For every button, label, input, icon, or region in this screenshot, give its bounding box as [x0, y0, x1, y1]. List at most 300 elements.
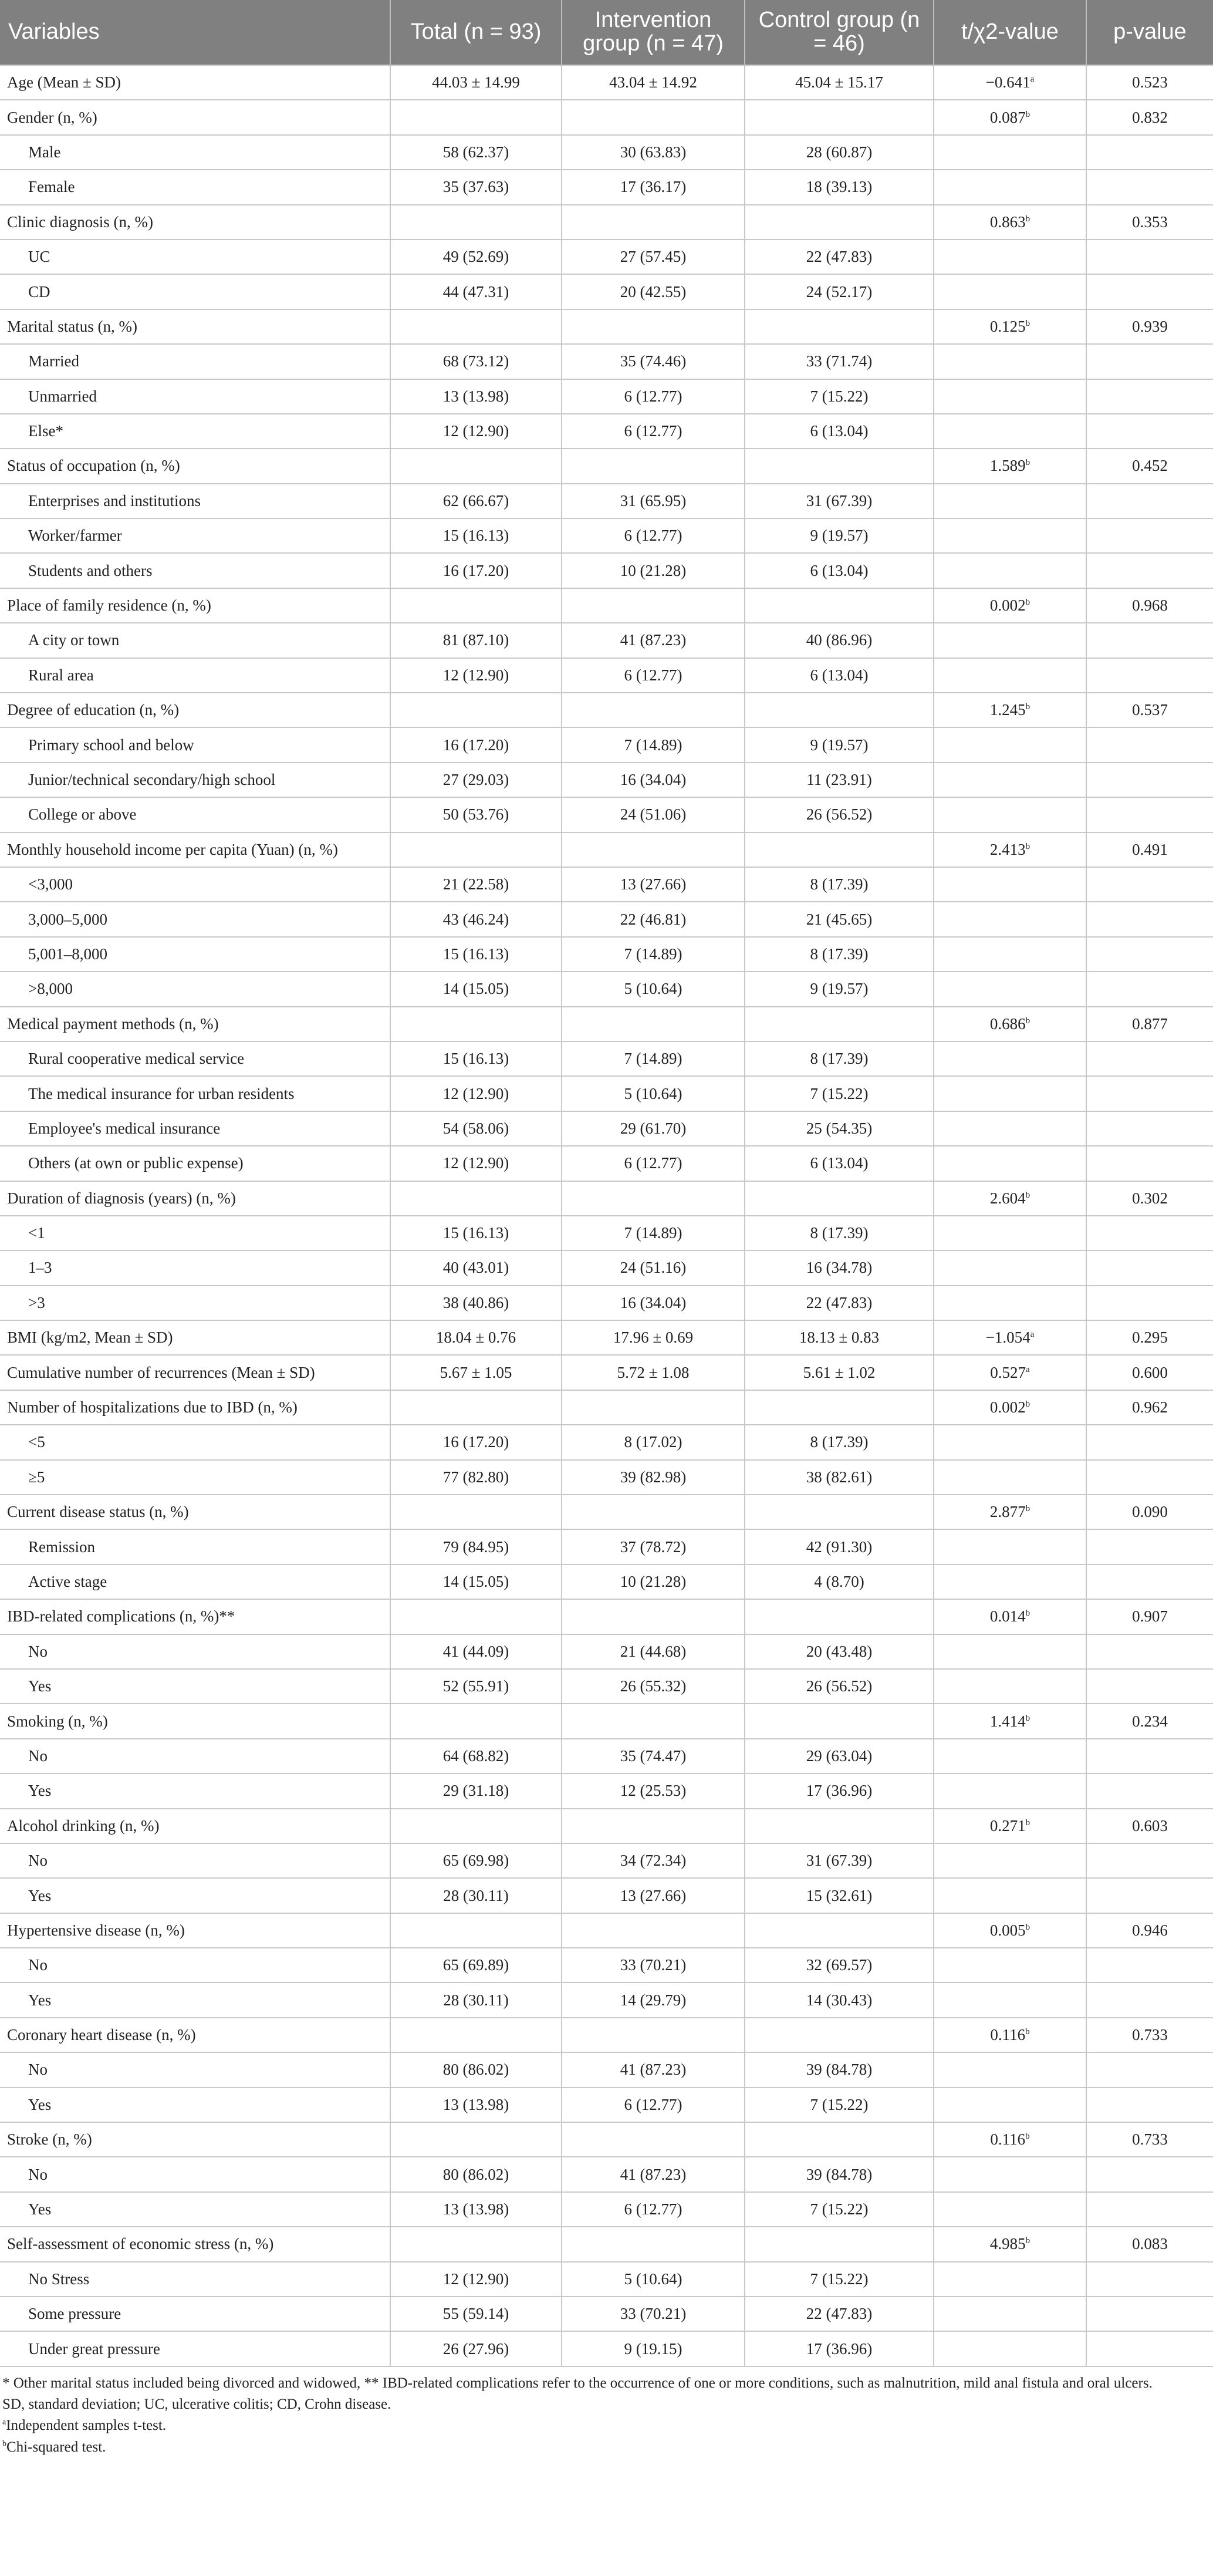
cell-control [745, 414, 934, 449]
cell-control [745, 344, 934, 379]
cell-test-value [934, 1495, 1086, 1529]
cell-p-value [1086, 414, 1213, 449]
cell-variable-text: Hypertensive disease (n, %) [7, 1921, 185, 1939]
cell-test-value [934, 518, 1086, 553]
cell-control [745, 484, 934, 518]
cell-p-value [1086, 2122, 1213, 2157]
cell-control [745, 1216, 934, 1250]
cell-intervention [562, 1948, 745, 1982]
cell-intervention [562, 205, 745, 240]
cell-intervention-text: 6 (12.77) [624, 387, 682, 405]
cell-p-value [1086, 1320, 1213, 1355]
cell-control [745, 2122, 934, 2157]
cell-variable-text: No [28, 2165, 48, 2183]
cell-total [390, 763, 562, 797]
cell-control [745, 553, 934, 588]
table-subrow [0, 972, 1213, 1006]
cell-intervention [562, 1739, 745, 1773]
cell-total-text: 44.03 ± 14.99 [432, 73, 520, 92]
cell-test-value [934, 2052, 1086, 2087]
cell-p-value [1086, 1286, 1213, 1320]
cell-test-value [934, 1599, 1086, 1634]
cell-total [390, 1634, 562, 1669]
cell-control [745, 1634, 934, 1669]
cell-total-text: 21 (22.58) [442, 875, 509, 893]
cell-p-value [1086, 553, 1213, 588]
cell-variable-text: Active stage [28, 1572, 107, 1590]
header-intervention: Intervention group (n = 47) [562, 0, 745, 65]
cell-control [745, 1146, 934, 1181]
cell-control-text: 38 (82.61) [806, 1468, 873, 1486]
table-row [0, 1355, 1213, 1390]
table-row [0, 1913, 1213, 1948]
cell-p-value [1086, 1599, 1213, 1634]
cell-total-text: 15 (16.13) [442, 527, 509, 545]
cell-variable-text: Gender (n, %) [7, 108, 97, 126]
cell-variable [0, 1041, 390, 1076]
cell-intervention [562, 2157, 745, 2191]
cell-control [745, 518, 934, 553]
footnote-2: SD, standard deviation; UC, ulcerative colitis; CD, Crohn disease. [2, 2396, 391, 2413]
cell-test-value [934, 1739, 1086, 1773]
cell-total-text: 77 (82.80) [442, 1468, 509, 1486]
cell-variable-text: Medical payment methods (n, %) [7, 1014, 219, 1033]
cell-control [745, 2192, 934, 2227]
cell-control [745, 1495, 934, 1529]
cell-test-value [934, 1669, 1086, 1704]
cell-p-value-text: 0.962 [1132, 1398, 1168, 1417]
cell-control [745, 2227, 934, 2261]
cell-variable-text: Employee's medical insurance [28, 1119, 221, 1137]
cell-total [390, 1704, 562, 1738]
cell-variable [0, 1982, 390, 2017]
table-subrow [0, 1076, 1213, 1111]
cell-control [745, 1425, 934, 1459]
table-subrow [0, 135, 1213, 170]
cell-control [745, 763, 934, 797]
cell-total-text: 41 (44.09) [442, 1642, 509, 1660]
cell-intervention [562, 1669, 745, 1704]
cell-variable-text: Yes [28, 1677, 52, 1695]
cell-intervention-text: 16 (34.04) [620, 1293, 687, 1311]
cell-variable [0, 1948, 390, 1982]
cell-variable [0, 1111, 390, 1146]
cell-p-value [1086, 100, 1213, 134]
cell-test-value [934, 65, 1086, 100]
cell-total [390, 65, 562, 100]
cell-total-text: 28 (30.11) [443, 1886, 509, 1904]
cell-control-text: 29 (63.04) [806, 1746, 873, 1765]
cell-test-value-text: 1.589 [989, 457, 1026, 475]
cell-intervention-text: 7 (14.89) [624, 1224, 682, 1242]
cell-control [745, 1599, 934, 1634]
cell-control [745, 1076, 934, 1111]
table-footnotes [0, 2367, 1213, 2458]
cell-total [390, 902, 562, 936]
cell-test-value [934, 797, 1086, 832]
cell-p-value [1086, 797, 1213, 832]
cell-intervention [562, 623, 745, 658]
cell-total [390, 553, 562, 588]
cell-total-text: 12 (12.90) [442, 1154, 509, 1172]
cell-intervention-text: 6 (12.77) [624, 1154, 682, 1172]
cell-variable-text: 3,000–5,000 [28, 910, 107, 928]
cell-intervention [562, 449, 745, 483]
cell-p-value [1086, 1565, 1213, 1599]
cell-intervention [562, 1076, 745, 1111]
cell-variable [0, 763, 390, 797]
header-test-value: t/χ2-value [934, 0, 1086, 65]
cell-intervention [562, 100, 745, 134]
cell-control [745, 240, 934, 274]
cell-intervention-text: 12 (25.53) [620, 1782, 687, 1800]
cell-p-value-text: 0.939 [1132, 317, 1168, 335]
table-row [0, 1390, 1213, 1425]
cell-total [390, 449, 562, 483]
cell-test-value-text: 0.686 [989, 1014, 1026, 1033]
cell-control [745, 100, 934, 134]
cell-variable-text: Junior/technical secondary/high school [28, 771, 276, 788]
cell-total [390, 2088, 562, 2122]
cell-control [745, 1704, 934, 1738]
cell-test-value [934, 2157, 1086, 2191]
cell-control [745, 1809, 934, 1843]
cell-test-value [934, 240, 1086, 274]
cell-test-value-text: 1.414 [989, 1712, 1026, 1730]
table-subrow [0, 1669, 1213, 1704]
cell-p-value [1086, 588, 1213, 623]
footnote-4-marker: b [2, 2439, 6, 2449]
cell-variable-text: 5,001–8,000 [28, 945, 107, 963]
table-row [0, 588, 1213, 623]
table-header [0, 0, 1213, 65]
cell-variable-text: Rural cooperative medical service [28, 1050, 245, 1068]
cell-test-value-text: 2.604 [989, 1189, 1026, 1207]
cell-p-value [1086, 2088, 1213, 2122]
cell-total [390, 1669, 562, 1704]
cell-variable [0, 1843, 390, 1878]
cell-control [745, 1669, 934, 1704]
cell-p-value [1086, 1982, 1213, 2017]
cell-p-value [1086, 2297, 1213, 2331]
cell-total [390, 1007, 562, 1041]
table-subrow [0, 379, 1213, 414]
cell-variable [0, 2018, 390, 2052]
cell-variable-text: Cumulative number of recurrences (Mean ± SD) [7, 1363, 315, 1381]
cell-variable-text: IBD-related complications (n, %)** [7, 1607, 235, 1626]
table-row [0, 309, 1213, 344]
cell-total-text: 52 (55.91) [442, 1677, 509, 1695]
cell-test-value-text: 1.245 [989, 701, 1026, 719]
cell-test-value [934, 1948, 1086, 1982]
cell-p-value [1086, 2018, 1213, 2052]
cell-control [745, 274, 934, 309]
table-row [0, 1495, 1213, 1529]
cell-total-text: 65 (69.98) [442, 1852, 509, 1870]
cell-variable [0, 135, 390, 170]
cell-total [390, 379, 562, 414]
cell-total-text: 43 (46.24) [442, 910, 509, 928]
cell-intervention [562, 1460, 745, 1495]
cell-variable [0, 414, 390, 449]
cell-variable [0, 379, 390, 414]
cell-variable [0, 205, 390, 240]
cell-test-value [934, 1425, 1086, 1459]
cell-test-value [934, 623, 1086, 658]
cell-intervention [562, 2192, 745, 2227]
cell-intervention-text: 29 (61.70) [620, 1119, 687, 1137]
cell-p-value [1086, 1878, 1213, 1913]
cell-total [390, 1565, 562, 1599]
cell-variable [0, 832, 390, 867]
cell-variable-text: Primary school and below [28, 736, 194, 754]
cell-p-value [1086, 1181, 1213, 1216]
cell-intervention [562, 484, 745, 518]
cell-p-value-text: 0.832 [1132, 108, 1168, 126]
cell-variable-text: <3,000 [28, 875, 73, 893]
cell-test-value-text: 0.125 [989, 317, 1026, 335]
cell-test-value [934, 1878, 1086, 1913]
table-subrow [0, 1634, 1213, 1669]
cell-test-value [934, 1913, 1086, 1948]
cell-variable [0, 1320, 390, 1355]
cell-test-value-text: 0.002 [989, 596, 1026, 615]
cell-test-value [934, 2192, 1086, 2227]
cell-total [390, 1181, 562, 1216]
cell-total [390, 1216, 562, 1250]
cell-test-value [934, 309, 1086, 344]
cell-intervention-text: 6 (12.77) [624, 527, 682, 545]
cell-test-value [934, 902, 1086, 936]
cell-test-value-text: 0.116 [990, 2026, 1026, 2044]
cell-total [390, 344, 562, 379]
footnote-4-text: Chi-squared test. [6, 2439, 106, 2455]
cell-p-value [1086, 518, 1213, 553]
cell-p-value [1086, 2227, 1213, 2261]
test-marker: b [1025, 318, 1030, 328]
cell-p-value [1086, 867, 1213, 902]
cell-control-text: 31 (67.39) [806, 1852, 873, 1870]
cell-total-text: 14 (15.05) [442, 980, 509, 998]
cell-variable [0, 693, 390, 727]
table-subrow [0, 518, 1213, 553]
cell-intervention-text: 31 (65.95) [620, 491, 687, 510]
cell-total [390, 623, 562, 658]
cell-total-text: 65 (69.89) [442, 1956, 509, 1974]
cell-test-value-text: 0.863 [989, 213, 1026, 231]
cell-variable [0, 1669, 390, 1704]
cell-control [745, 658, 934, 693]
cell-control [745, 1390, 934, 1425]
cell-total [390, 832, 562, 867]
cell-p-value [1086, 1355, 1213, 1390]
cell-p-value [1086, 1250, 1213, 1285]
cell-variable-text: A city or town [28, 631, 120, 649]
cell-control-text: 33 (71.74) [806, 352, 873, 370]
table-row [0, 1809, 1213, 1843]
cell-control-text: 6 (13.04) [810, 666, 869, 684]
cell-control-text: 26 (56.52) [806, 805, 873, 824]
cell-variable [0, 170, 390, 204]
cell-intervention-text: 26 (55.32) [620, 1677, 687, 1695]
cell-control-text: 6 (13.04) [810, 561, 869, 579]
cell-total [390, 2297, 562, 2331]
cell-p-value [1086, 937, 1213, 972]
cell-total [390, 309, 562, 344]
cell-control-text: 39 (84.78) [806, 2165, 873, 2183]
cell-total [390, 1146, 562, 1181]
cell-intervention [562, 727, 745, 762]
cell-variable [0, 1913, 390, 1948]
cell-intervention-text: 7 (14.89) [624, 945, 682, 963]
cell-variable-text: Yes [28, 1782, 52, 1800]
cell-variable [0, 1704, 390, 1738]
cell-control-text: 11 (23.91) [806, 771, 872, 788]
cell-variable [0, 2122, 390, 2157]
cell-total-text: 5.67 ± 1.05 [440, 1363, 512, 1381]
cell-intervention-text: 24 (51.16) [620, 1259, 687, 1277]
cell-test-value-text: 0.271 [989, 1816, 1026, 1835]
cell-variable [0, 1529, 390, 1564]
cell-total-text: 58 (62.37) [442, 143, 509, 161]
cell-p-value-text: 0.523 [1132, 73, 1168, 92]
cell-test-value [934, 553, 1086, 588]
cell-variable [0, 2088, 390, 2122]
cell-p-value-text: 0.946 [1132, 1921, 1168, 1939]
cell-test-value-text: 0.116 [990, 2130, 1026, 2149]
cell-total [390, 1076, 562, 1111]
cell-p-value [1086, 2052, 1213, 2087]
cell-p-value [1086, 2262, 1213, 2297]
cell-control [745, 170, 934, 204]
cell-total-text: 81 (87.10) [442, 631, 509, 649]
test-marker: b [1025, 1713, 1030, 1723]
cell-p-value [1086, 2157, 1213, 2191]
table-subrow [0, 1982, 1213, 2017]
cell-variable-text: No [28, 2061, 48, 2079]
cell-intervention [562, 2331, 745, 2366]
cell-intervention-text: 35 (74.47) [620, 1746, 687, 1765]
cell-intervention [562, 2052, 745, 2087]
table-subrow [0, 1460, 1213, 1495]
cell-intervention [562, 763, 745, 797]
cell-p-value [1086, 1669, 1213, 1704]
cell-total [390, 1320, 562, 1355]
header-row [0, 0, 1213, 65]
table-row [0, 2122, 1213, 2157]
cell-variable [0, 1634, 390, 1669]
cell-intervention [562, 1599, 745, 1634]
cell-total-text: 12 (12.90) [442, 422, 509, 440]
table-subrow [0, 274, 1213, 309]
cell-total-text: 16 (17.20) [442, 1433, 509, 1451]
cell-total [390, 2192, 562, 2227]
cell-control-text: 21 (45.65) [806, 910, 873, 928]
cell-control-text: 7 (15.22) [810, 1084, 869, 1102]
cell-control-text: 16 (34.78) [806, 1259, 873, 1277]
cell-total-text: 12 (12.90) [442, 2270, 509, 2288]
cell-intervention [562, 972, 745, 1006]
table-subrow [0, 937, 1213, 972]
table-subrow [0, 1425, 1213, 1459]
cell-p-value [1086, 449, 1213, 483]
cell-test-value [934, 1634, 1086, 1669]
cell-variable [0, 484, 390, 518]
cell-control [745, 972, 934, 1006]
cell-variable-text: Self-assessment of economic stress (n, %) [7, 2235, 274, 2253]
table-row [0, 205, 1213, 240]
table-subrow [0, 797, 1213, 832]
cell-intervention [562, 1146, 745, 1181]
cell-test-value [934, 1286, 1086, 1320]
cell-p-value [1086, 309, 1213, 344]
cell-total-text: 79 (84.95) [442, 1537, 509, 1556]
cell-total-text: 12 (12.90) [442, 666, 509, 684]
table-subrow [0, 1843, 1213, 1878]
cell-control [745, 1181, 934, 1216]
cell-variable [0, 2157, 390, 2191]
cell-intervention-text: 13 (27.66) [620, 875, 687, 893]
cell-total [390, 867, 562, 902]
cell-control [745, 379, 934, 414]
table-subrow [0, 2297, 1213, 2331]
cell-control [745, 2331, 934, 2366]
cell-p-value [1086, 623, 1213, 658]
cell-variable-text: Yes [28, 1991, 52, 2009]
cell-variable-text: Yes [28, 2095, 52, 2113]
cell-test-value [934, 693, 1086, 727]
cell-intervention-text: 14 (29.79) [620, 1991, 687, 2009]
table-subrow [0, 484, 1213, 518]
table-row [0, 1181, 1213, 1216]
cell-intervention-text: 17 (36.17) [620, 178, 687, 196]
cell-total [390, 1843, 562, 1878]
cell-variable-text: College or above [28, 805, 137, 824]
table-subrow [0, 1250, 1213, 1285]
table-subrow [0, 658, 1213, 693]
cell-p-value-text: 0.302 [1132, 1189, 1168, 1207]
cell-total [390, 484, 562, 518]
cell-control [745, 1843, 934, 1878]
cell-total [390, 135, 562, 170]
cell-test-value [934, 170, 1086, 204]
cell-control-text: 4 (8.70) [814, 1572, 864, 1590]
cell-p-value-text: 0.353 [1132, 213, 1168, 231]
cell-variable-text: >3 [28, 1293, 45, 1311]
cell-intervention-text: 37 (78.72) [620, 1537, 687, 1556]
cell-intervention-text: 5.72 ± 1.08 [617, 1363, 690, 1381]
table-subrow [0, 344, 1213, 379]
cell-test-value [934, 727, 1086, 762]
cell-test-value [934, 867, 1086, 902]
cell-intervention [562, 309, 745, 344]
table-subrow [0, 2331, 1213, 2366]
cell-test-value-text: −1.054 [985, 1329, 1030, 1347]
table-row [0, 2227, 1213, 2261]
cell-total [390, 240, 562, 274]
test-marker: b [1025, 2236, 1030, 2246]
cell-total [390, 693, 562, 727]
cell-variable-text: Female [28, 178, 75, 196]
cell-control-text: 25 (54.35) [806, 1119, 873, 1137]
cell-control [745, 1320, 934, 1355]
test-marker: a [1030, 75, 1035, 85]
cell-intervention-text: 43.04 ± 14.92 [609, 73, 697, 92]
cell-test-value [934, 972, 1086, 1006]
table-subrow [0, 623, 1213, 658]
cell-total [390, 170, 562, 204]
cell-control-text: 22 (47.83) [806, 248, 873, 266]
